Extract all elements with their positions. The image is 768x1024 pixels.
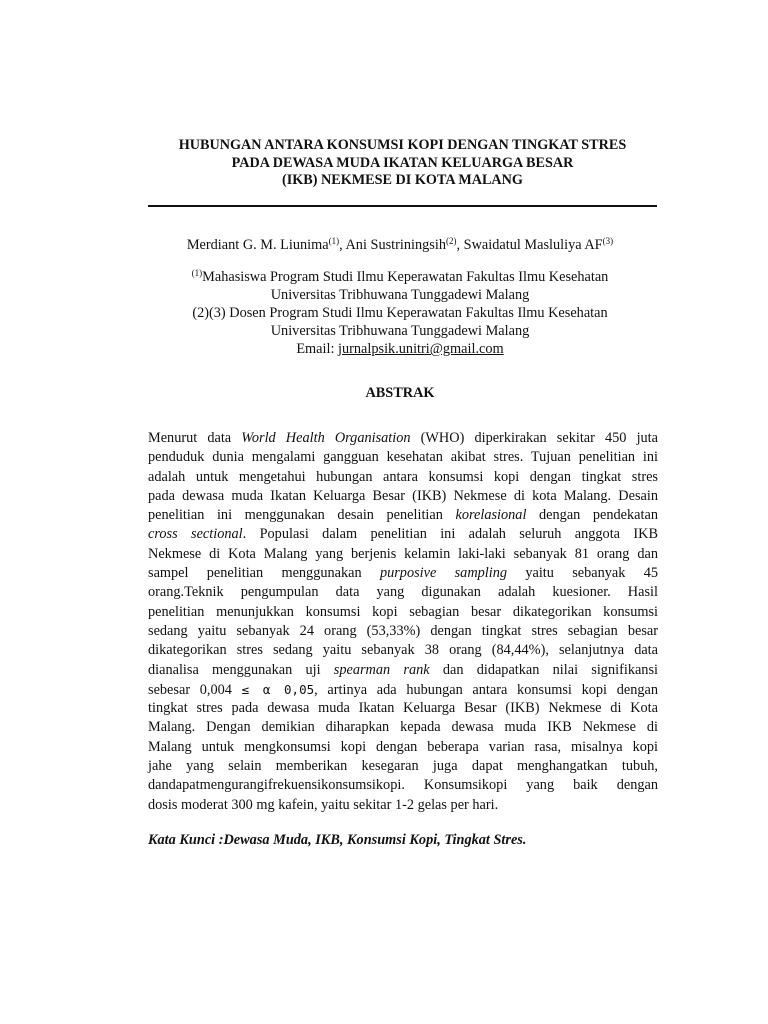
abstract-line xyxy=(148,603,658,622)
abstract-text: sedang yaitu sebanyak 24 orang (53,33%) dengan tingkat stres sebagian besar xyxy=(148,622,658,639)
abstract-line xyxy=(148,487,658,506)
abstract-line xyxy=(148,661,658,680)
abstract-italic-term: korelasional xyxy=(455,507,527,524)
author-name: Swaidatul Masluliya AF xyxy=(463,237,603,253)
abstract-text: adalah untuk mengetahui hubungan antara konsumsi kopi dengan tingkat stres xyxy=(148,468,658,485)
author-affiliation-mark: (2) xyxy=(445,236,457,246)
abstract-line xyxy=(148,506,658,525)
abstract-text: pada dewasa muda Ikatan Keluarga Besar (IKB) Nekmese di kota Malang. Desain xyxy=(148,487,658,504)
abstract-line xyxy=(148,738,658,757)
author-affiliation-mark: (3) xyxy=(602,236,614,246)
abstract-text: penduduk dunia mengalami gangguan kesehatan akibat stres. Tujuan penelitian ini xyxy=(148,449,658,466)
abstract-text: orang.Teknik pengumpulan data yang digunakan adalah kuesioner. Hasil xyxy=(148,584,658,601)
abstract-text: dengan pendekatan xyxy=(526,507,658,524)
abstract-line xyxy=(148,564,658,583)
abstract-italic-term: purposive sampling xyxy=(379,565,508,582)
abstract-text: tingkat stres pada dewasa muda Ikatan Keluarga Besar (IKB) Nekmese di Kota xyxy=(148,700,658,717)
abstract-heading: ABSTRAK xyxy=(365,385,435,401)
email-link[interactable]: jurnalpsik.unitri@gmail.com xyxy=(338,341,504,357)
title-line: (IKB) NEKMESE DI KOTA MALANG xyxy=(282,172,523,188)
affiliation-line: (2)(3) Dosen Program Studi Ilmu Keperawatan Fakultas Ilmu Kesehatan xyxy=(192,305,608,321)
title-divider xyxy=(148,205,657,207)
abstract-text: sampel penelitian menggunakan xyxy=(148,565,380,582)
abstract-text: dianalisa menggunakan uji xyxy=(148,661,334,678)
abstract-text: Malang. Dengan demikian diharapkan kepada dewasa muda IKB Nekmese di xyxy=(148,719,658,736)
abstract-text: dandapatmengurangifrekuensikonsumsikopi. Konsumsikopi yang baik dengan xyxy=(148,777,658,794)
affiliation-line: $^{(1)}$Mahasiswa Program Studi Ilmu Keperawatan Fakultas Ilmu Kesehatan xyxy=(191,268,609,285)
abstract-line xyxy=(148,468,658,487)
abstract-line xyxy=(148,796,658,815)
abstract-italic-term: cross sectional xyxy=(148,526,243,543)
paper-title xyxy=(130,137,675,190)
abstract-text: Menurut data xyxy=(148,430,242,446)
abstract-line xyxy=(148,583,658,602)
email-label: Email: xyxy=(296,341,339,357)
abstract-line xyxy=(148,429,658,448)
abstract-text: , artinya ada hubungan antara konsumsi kopi dengan xyxy=(314,681,658,698)
title-line: PADA DEWASA MUDA IKATAN KELUARGA BESAR xyxy=(231,154,574,171)
abstract-line xyxy=(148,776,658,795)
abstract-text: ≤ α 0,05 xyxy=(241,681,315,697)
abstract-text: jahe yang selain memberikan kesegaran juga dapat menghangatkan tubuh, xyxy=(148,758,658,775)
title-line: HUBUNGAN ANTARA KONSUMSI KOPI DENGAN TINGKAT STRES xyxy=(178,137,627,153)
abstract-line xyxy=(148,641,658,660)
affiliation-line: Universitas Tribhuwana Tunggadewi Malang xyxy=(270,287,530,303)
abstract-text: Nekmese di Kota Malang yang berjenis kelamin laki-laki sebanyak 81 orang dan xyxy=(148,545,658,562)
abstract-text: sebesar 0,004 xyxy=(148,681,242,698)
affiliations xyxy=(100,268,700,358)
abstract-line xyxy=(148,622,658,641)
abstract-line xyxy=(148,718,658,737)
abstract-text: penelitian menunjukkan konsumsi kopi sebagian besar dikategorikan konsumsi xyxy=(148,603,658,620)
abstract-text: (WHO) diperkirakan sekitar 450 juta xyxy=(410,430,659,446)
abstract-text: dosis moderat 300 mg kafein, yaitu sekitar 1-2 gelas per hari. xyxy=(148,796,499,813)
abstract-text: dikategorikan stres sedang yaitu sebanyak 38 orang (84,44%), selanjutnya data xyxy=(148,642,658,659)
abstract-text: yaitu sebanyak 45 xyxy=(507,565,658,582)
author-name: Ani Sustriningsih xyxy=(345,237,446,253)
abstract-line xyxy=(148,757,658,776)
abstract-line xyxy=(148,699,658,718)
abstract-line xyxy=(148,525,658,544)
affiliation-mark: (1) xyxy=(191,268,203,278)
abstract-text: dan didapatkan nilai signifikansi xyxy=(429,661,658,678)
abstract-text: Malang untuk mengkonsumsi kopi dengan beberapa varian rasa, misalnya kopi xyxy=(148,738,658,755)
abstract-line xyxy=(148,545,658,564)
abstract-text: penelitian ini menggunakan desain penelitian xyxy=(148,507,456,524)
affiliation-line: Universitas Tribhuwana Tunggadewi Malang xyxy=(270,323,530,339)
email-line xyxy=(100,340,700,358)
abstract-body xyxy=(148,429,658,815)
abstract-text: . Populasi dalam penelitian ini adalah seluruh anggota IKB xyxy=(242,526,658,543)
author-separator: , xyxy=(456,237,464,253)
abstract-line xyxy=(148,448,658,467)
abstract-italic-term: spearman rank xyxy=(333,661,430,678)
author-separator: , xyxy=(339,237,346,253)
author-list xyxy=(100,235,700,255)
abstract-line xyxy=(148,680,658,699)
keywords: Kata Kunci :Dewasa Muda, IKB, Konsumsi Kopi, Tingkat Stres. xyxy=(148,832,527,848)
author-affiliation-mark: (1) xyxy=(328,236,340,246)
author-name: Merdiant G. M. Liunima xyxy=(186,237,329,253)
abstract-italic-term: World Health Organisation xyxy=(241,430,411,446)
